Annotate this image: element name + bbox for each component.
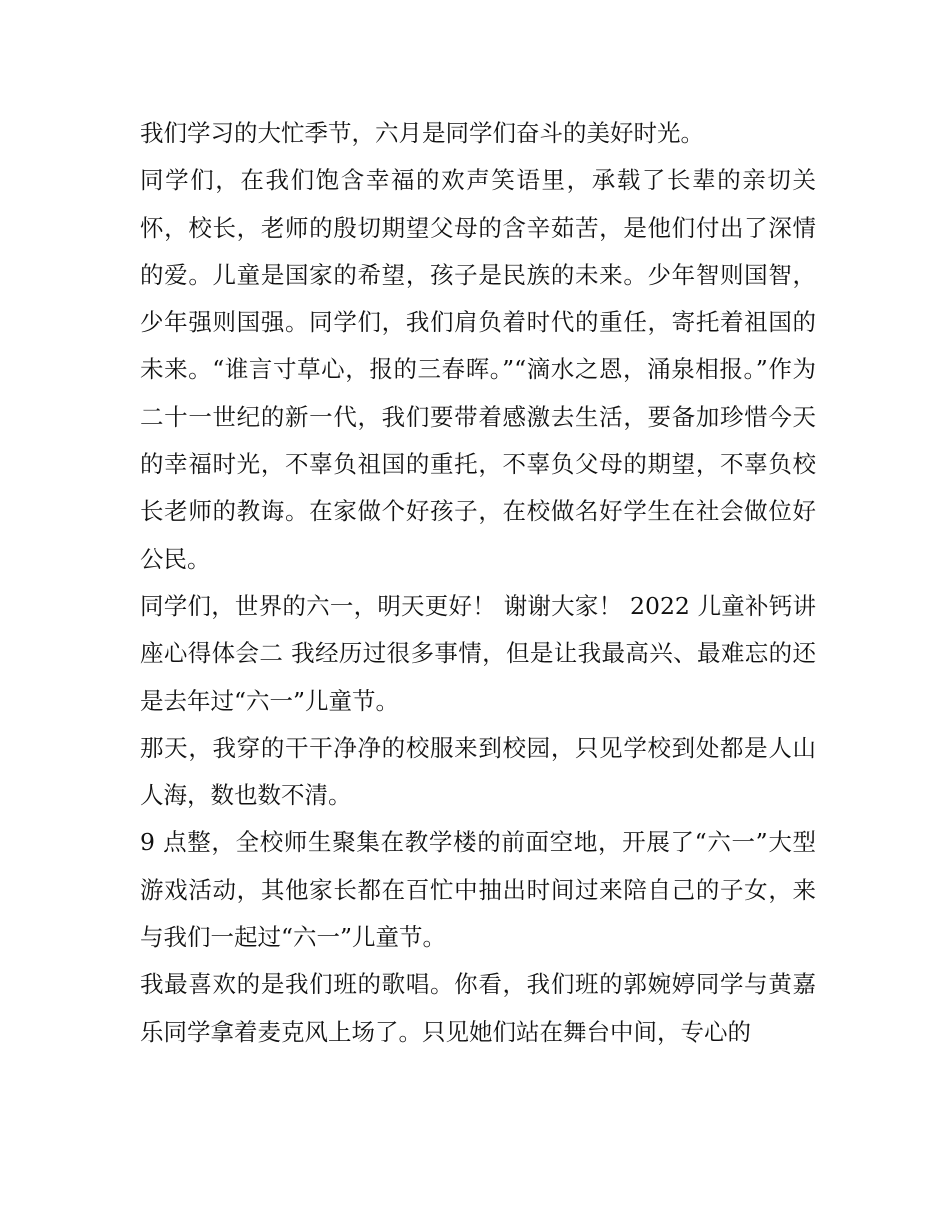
paragraph-2: 同学们，在我们饱含幸福的欢声笑语里，承载了长辈的亲切关怀，校长，老师的殷切期望父母的含辛茹苦，是他们付出了深情的爱。儿童是国家的希望，孩子是民族的未来。少年智则国智，少年强则国强。同学们，我们肩负着时代的重任，寄托着祖国的未来。“谁言寸草心，报的三春晖。”“滴水之恩，涌泉相报。”作为二十一世纪的新一代，我们要带着感激去生活，要备加珍惜今天的幸福时光，不辜负祖国的重托，不辜负父母的期望，不辜负校长老师的教诲。在家做个好孩子，在校做名好学生在社会做位好公民。 [140,166,816,573]
paragraph-6: 我最喜欢的是我们班的歌唱。你看，我们班的郭婉婷同学与黄嘉乐同学拿着麦克风上场了。只见她们站在舞台中间，专心的 [140,970,816,1046]
document-body [140,110,816,1056]
paragraph-5: 9 点整，全校师生聚集在教学楼的前面空地，开展了“六一”大型游戏活动，其他家长都在百忙中抽出时间过来陪自己的子女，来与我们一起过“六一”儿童节。 [140,828,816,952]
paragraph-4: 那天，我穿的干干净净的校服来到校园，只见学校到处都是人山人海，数也数不清。 [140,733,816,810]
paragraph-3: 同学们，世界的六一，明天更好！ 谢谢大家！ 2022 儿童补钙讲座心得体会二 我经历过很多事情，但是让我最高兴、最难忘的还是去年过“六一”儿童节。 [140,591,816,715]
paragraph-1: 我们学习的大忙季节，六月是同学们奋斗的美好时光。 [140,119,704,147]
